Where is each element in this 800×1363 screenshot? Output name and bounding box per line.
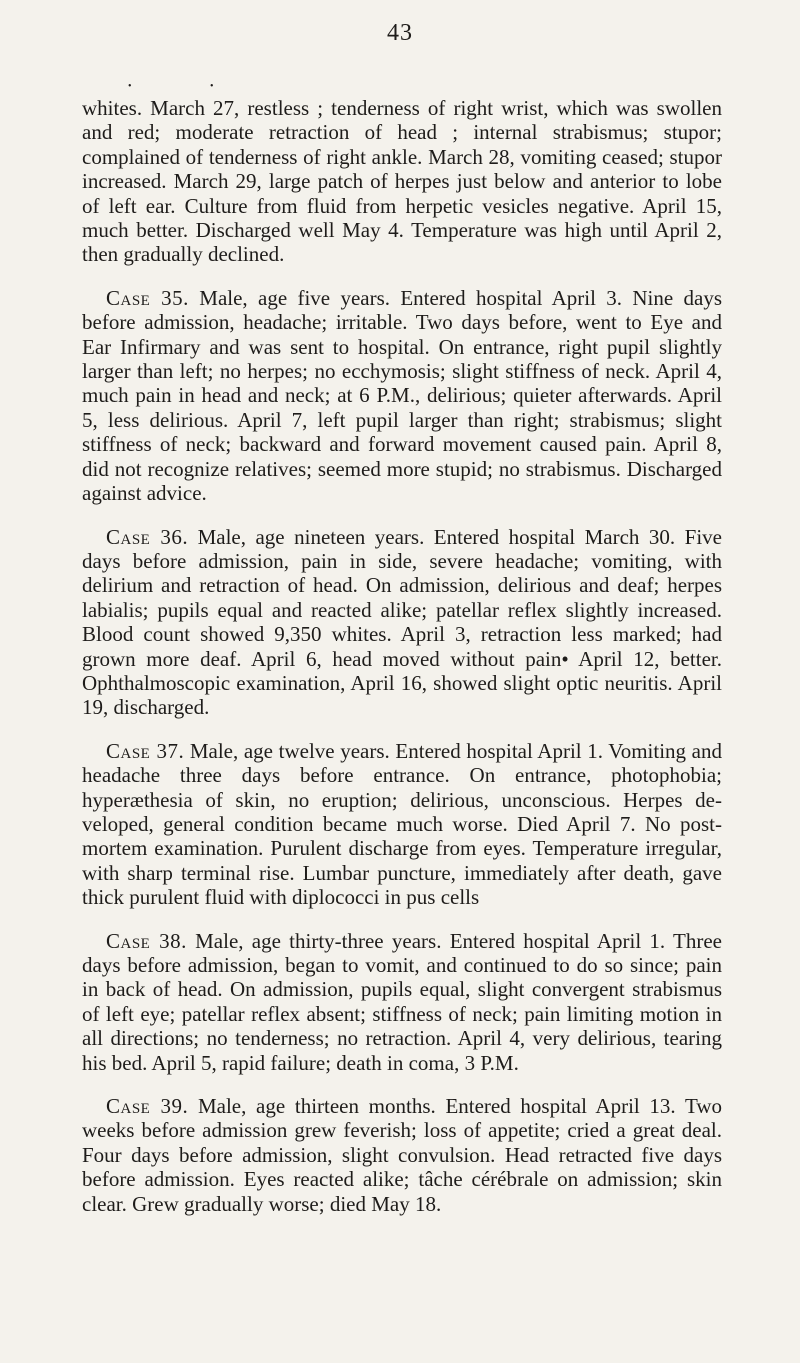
body-text (82, 96, 722, 1216)
case-text: Male, age thirty-three years. Entered hospital April 1. Three days before admission, began to vomit, and continued to do so since; pain in back of head. On admission, pupils equal, slight convergent strabismus of left eye; patellar reflex absent; stiffness of neck; pain limiting motion in all directions; no tenderness; no retraction. April 4, very delirious, tearing his bed. April 5, rapid failure; death in coma, 3 P.M. (82, 928, 723, 1075)
page-number: 43 (387, 20, 413, 46)
case-paragraph (82, 739, 722, 910)
case-text: Male, age thirteen months. Entered hospital April 13. Two weeks before admission grew feverish; loss of appetite; cried a great deal. Four days before admission, slight convulsion. Head retracted five days before admission. Eyes reacted alike; tâche cérébrale on admission; skin clear. Grew gradually worse; died May 18. (82, 1094, 722, 1216)
case-paragraph (82, 1094, 722, 1216)
print-specks (128, 82, 218, 92)
case-text: Male, age five years. Entered hospital April 3. Nine days before admission, headache; irritable. Two days before, went to Eye and Ear Infirmary and was sent to hospital. On entrance, right pupil slightly larger than left; no herpes; no ecchymosis; slight stiffness of neck. April 4, much pain in head and neck; at 6 P.M., delirious; quieter afterwards. April 5, less delirious. April 7, left pupil larger than right; strabismus; slight stiffness of neck; backward and forward movement caused pain. April 8, did not recognize relatives; seemed more stupid; no strabismus. Discharged against advice. (82, 285, 722, 506)
case-label: Case 38. (106, 928, 187, 953)
case-text: Male, age twelve years. Entered hospital April 1. Vomiting and headache three days before entrance. On entrance, photophobia; hyperæthesia of skin, no eruption; delirious, unconscious. Herpes developed, general condition became much worse. Died April 7. No post-mortem examination. Purulent discharge from eyes. Temperature irregular, with sharp terminal rise. Lumbar puncture, immediately after death, gave thick purulent fluid with diplococci in pus cells (82, 738, 722, 910)
case-label: Case 39. (106, 1094, 189, 1119)
case-text: Male, age nineteen years. Entered hospital March 30. Five days before admission, pain in side, severe headache; vomiting, with delirium and retraction of head. On admission, delirious and deaf; herpes labialis; pupils equal and reacted alike; patellar reflex slightly increased. Blood count showed 9,350 whites. April 3, retraction less marked; had grown more deaf. April 6, head moved without pain• April 12, better. Ophthalmoscopic examination, April 16, showed slight optic neuritis. April 19, discharged. (82, 524, 722, 720)
case-label: Case 37. (106, 738, 185, 763)
speck-mark: • (210, 81, 214, 92)
case-label: Case 36. (106, 524, 189, 549)
case-paragraph (82, 525, 722, 720)
continuation-paragraph: whites. March 27, restless ; tenderness of right wrist, which was swollen and red; moderate retraction of head ; internal strabismus; stupor; complained of tenderness of right ankle. March 28, vomiting ceased; stupor increased. March 29, large patch of herpes just below and anterior to lobe of left ear. Culture from fluid from herpetic vesicles negative. April 15, much better. Discharged well May 4. Temperature was high until April 2, then gradually declined. (82, 96, 722, 267)
case-paragraph (82, 929, 722, 1075)
speck-mark: • (128, 81, 132, 92)
case-paragraph (82, 286, 722, 506)
case-label: Case 35. (106, 285, 189, 310)
